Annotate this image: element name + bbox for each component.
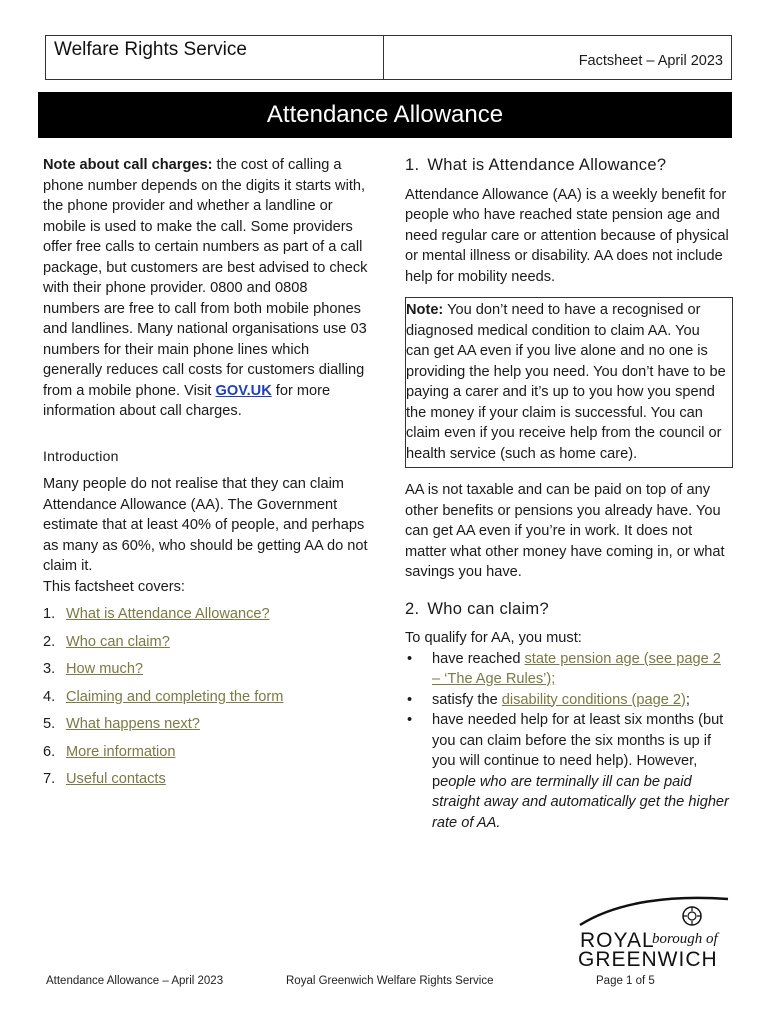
bullet-italic-text: eople who are terminally ill can be paid straight away and automatically get the higher rate of AA. bbox=[432, 773, 729, 831]
introduction-heading: Introduction bbox=[43, 447, 119, 464]
left-column bbox=[43, 155, 368, 797]
toc-link-useful-contacts[interactable]: Useful contacts bbox=[66, 771, 166, 787]
qualify-list bbox=[405, 649, 733, 834]
call-charges-text: the cost of calling a phone number depends on the digits it starts with, the phone provider and whether a landline or mobile is used to make the call. Some providers offer free calls to certain numbers as part of a call package, but customers are best advised to check with their phone provider. 0800 and 0808 numbers are free to call from both mobile phones and landlines. Many national organisations use 03 numbers for their main phone lines which generally reduces call costs for customers dialling from a mobile phone. Visit bbox=[43, 157, 368, 399]
section-2-intro: To qualify for AA, you must: bbox=[405, 630, 582, 646]
toc-link-who-can-claim[interactable]: Who can claim? bbox=[66, 633, 170, 650]
toc-item bbox=[43, 632, 368, 660]
contents-list bbox=[43, 604, 368, 797]
section-1-heading bbox=[405, 155, 733, 176]
toc-item bbox=[43, 742, 368, 770]
toc-number: 5. bbox=[43, 716, 56, 732]
toc-item bbox=[43, 604, 368, 632]
org-name: Welfare Rights Service bbox=[46, 36, 384, 79]
section-1-title: What is Attendance Allowance? bbox=[427, 156, 667, 174]
toc-item bbox=[43, 769, 368, 797]
logo-royal-text: ROYAL bbox=[580, 929, 655, 952]
gov-uk-link[interactable]: GOV.UK bbox=[215, 382, 272, 399]
page-title: Attendance Allowance bbox=[38, 92, 732, 138]
logo-greenwich-text: GREENWICH bbox=[578, 948, 718, 971]
list-item bbox=[405, 690, 733, 711]
toc-number: 3. bbox=[43, 661, 56, 677]
factsheet-date: Factsheet – April 2023 bbox=[578, 52, 723, 69]
call-charges-lead: Note about call charges: bbox=[43, 157, 213, 173]
call-charges-text-end: for more information about call charges. bbox=[43, 382, 331, 419]
covers-text: This factsheet covers: bbox=[43, 578, 185, 595]
toc-item bbox=[43, 714, 368, 742]
note-lead: Note: bbox=[406, 302, 444, 318]
note-text bbox=[406, 300, 727, 464]
toc-link-how-much[interactable]: How much? bbox=[66, 661, 144, 677]
footer-center: Royal Greenwich Welfare Rights Service bbox=[286, 975, 494, 987]
toc-link-more-info[interactable]: More information bbox=[66, 743, 176, 760]
footer-left: Attendance Allowance – April 2023 bbox=[46, 975, 224, 987]
list-item bbox=[405, 649, 733, 690]
right-column bbox=[405, 155, 733, 833]
toc-item bbox=[43, 659, 368, 687]
bullet-text: ; bbox=[685, 691, 690, 708]
section-1-number: 1. bbox=[405, 156, 420, 174]
toc-number: 1. bbox=[43, 606, 56, 622]
logo-borough-text: borough of bbox=[652, 931, 718, 947]
toc-link-what-next[interactable]: What happens next? bbox=[66, 716, 200, 732]
bullet-text: satisfy the bbox=[432, 691, 502, 708]
call-charges-note bbox=[43, 155, 368, 422]
toc-link-what-is-aa[interactable]: What is Attendance Allowance? bbox=[66, 606, 270, 622]
header-box bbox=[45, 35, 732, 80]
section-2-number: 2. bbox=[405, 599, 420, 618]
footer-page-number: Page 1 of 5 bbox=[596, 975, 655, 987]
toc-number: 6. bbox=[43, 743, 56, 760]
bullet-text: have reached bbox=[432, 650, 525, 667]
toc-number: 4. bbox=[43, 688, 56, 705]
toc-item bbox=[43, 687, 368, 715]
royal-greenwich-logo bbox=[578, 893, 738, 973]
disability-conditions-link[interactable]: disability conditions (page 2) bbox=[501, 691, 686, 708]
list-item bbox=[405, 710, 733, 833]
note-box bbox=[405, 297, 733, 468]
section-1-para-1: Attendance Allowance (AA) is a weekly benefit for people who have reached state pension age and need regular care or attention because of physical or mental illness or disability. AA does not include help for mobility needs. bbox=[405, 186, 729, 285]
toc-number: 2. bbox=[43, 633, 56, 650]
section-2-heading bbox=[405, 599, 733, 620]
state-pension-age-link[interactable]: state pension age (see page 2 – ‘The Age Rules’); bbox=[432, 650, 721, 687]
bullet-text: have needed help for at least six months (but you can claim before the six months is up if you will continue to need help). However, p bbox=[432, 712, 724, 790]
introduction-text: Many people do not realise that they can claim Attendance Allowance (AA). The Government estimate that at least 40% of people, and perhaps as many as 60%, who should be getting AA do not claim it. bbox=[43, 476, 368, 574]
section-2-title: Who can claim? bbox=[427, 599, 549, 618]
section-1-para-2: AA is not taxable and can be paid on top of any other benefits or pensions you already have. You can get AA even if you’re in work. It does not matter what other money have coming in, or what savings you have. bbox=[405, 482, 725, 580]
toc-number: 7. bbox=[43, 771, 56, 787]
note-body: You don’t need to have a recognised or diagnosed medical condition to claim AA. You can get AA even if you live alone and no one is providing the help you need. You don’t have to be paying a carer and it’s up to you how you spend the money if your claim is successful. You can claim even if you receive help from the council or health service (such as home care). bbox=[406, 302, 726, 462]
toc-link-claiming[interactable]: Claiming and completing the form bbox=[66, 688, 284, 705]
